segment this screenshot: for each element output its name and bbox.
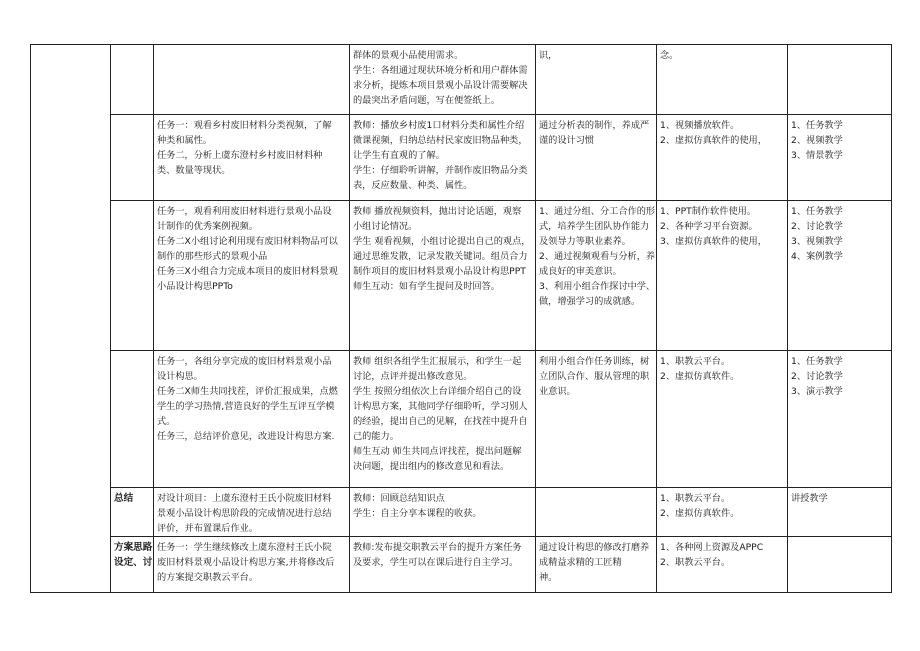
stage-cell — [111, 201, 154, 351]
cell-text-line: 1、各种网上资源及APPC — [660, 542, 764, 553]
cell-text-line: 式，培养学生团队协作能力 — [539, 221, 650, 232]
cell-text-line: 讨论，点评并提出修改意见。 — [353, 371, 473, 382]
task-cell — [154, 45, 350, 115]
cell-text-line: 设计构思。 — [157, 371, 203, 382]
cell-text-line: 学生的学习热情,营造良好的学生互评互学模 — [157, 401, 335, 412]
cell-text-line: 1、任务教学 — [791, 356, 843, 367]
stage-cell — [111, 351, 154, 488]
cell-text-line: 2、虚拟仿真软件的使用， — [660, 135, 767, 146]
cell-text-line: 的最突出矛盾问题，写在便签纸上。 — [353, 95, 500, 106]
task-cell — [154, 115, 350, 201]
cell-text-line: 3、视频教学 — [791, 236, 843, 247]
table-row — [31, 115, 892, 201]
cell-text-line: 做，增强学习的成就感。 — [539, 296, 641, 307]
resources-cell — [657, 45, 788, 115]
cell-text-line: 废旧材料景观小品设计构思方案,并将修改后 — [157, 557, 335, 568]
task-cell — [154, 201, 350, 351]
teacher-student-cell — [350, 537, 536, 593]
cell-text-line: 2、虚拟仿真软件。 — [660, 508, 740, 519]
teacher-student-cell — [350, 351, 536, 488]
cell-text-line: 任务二X小组讨论利用现有废旧材料物品可以 — [157, 236, 338, 247]
stage-label: 设定、讨 — [114, 557, 153, 568]
cell-text-line: 任务一，观看利用废旧材料进行景观小品设 — [157, 206, 332, 217]
cell-text-line: 教师 组织各组学生汇报展示，和学生一起 — [353, 356, 522, 367]
cell-text-line: 对设计项目：上虞东澄村王氏小院废旧材料 — [157, 493, 332, 504]
cell-text-line: 评价，并布置课后作业。 — [157, 523, 259, 534]
cell-text-line: 学生：各组通过现状环境分析和用户群体需 — [353, 65, 528, 76]
task-cell — [154, 488, 350, 537]
cell-text-line: 求分析，提炼本项目景观小品设计需要解决 — [353, 80, 528, 91]
design-intent-cell — [536, 201, 657, 351]
methods-cell — [788, 351, 892, 488]
stage-cell — [111, 488, 154, 537]
table-row — [31, 488, 892, 537]
cell-text-line: 成良好的审美意识。 — [539, 266, 622, 277]
blank-left-cell — [31, 45, 111, 593]
cell-text-line: 小品设计构思PPTo — [157, 281, 233, 292]
cell-text-line: 教师：回顾总结知识点 — [353, 493, 445, 504]
stage-cell — [111, 115, 154, 201]
cell-text-line: 学生：仔细聆听讲解，并制作废旧物品分类 — [353, 165, 528, 176]
stage-label: 方案思路 — [114, 542, 153, 553]
cell-text-line: 己的能力。 — [353, 431, 399, 442]
cell-text-line: 通过分析表的制作，养成严 — [539, 120, 650, 131]
resources-cell — [657, 201, 788, 351]
cell-text-line: 教师 播放视频资料，抛出讨论话题，观察 — [353, 206, 522, 217]
methods-cell — [788, 201, 892, 351]
cell-text-line: 类、数量等现状。 — [157, 165, 231, 176]
cell-text-line: 3、利用小组合作探讨中学、 — [539, 281, 656, 292]
cell-text-line: 微课视频，归纳总结村民家废旧物品种类， — [353, 135, 528, 146]
cell-text-line: 神。 — [539, 572, 558, 583]
cell-text-line: 制作项目的废旧材料景观小品设计构思PPT — [353, 266, 526, 277]
cell-text-line: 计制作的优秀案例视频。 — [157, 221, 259, 232]
cell-text-line: 学生 按照分组依次上台详细介绍自己的设 — [353, 386, 522, 397]
cell-text-line: 1、任务教学 — [791, 206, 843, 217]
cell-text-line: 谨的设计习惯 — [539, 135, 595, 146]
cell-text-line: 教师:发布提交职教云平台的提升方案任务 — [353, 542, 522, 553]
cell-text-line: 让学生有直观的了解。 — [353, 150, 445, 161]
cell-text-line: 业意识。 — [539, 386, 576, 397]
cell-text-line: 识， — [539, 50, 558, 61]
cell-text-line: 3、虚拟仿真软件的使用， — [660, 236, 767, 247]
cell-text-line: 任务三，总结评价意见，改进设计构思方案. — [157, 431, 335, 442]
table-row — [31, 45, 892, 115]
cell-text-line: 决问题，提出组内的修改意见和看法。 — [353, 461, 510, 472]
cell-text-line: 1、通过分组、分工合作的形 — [539, 206, 656, 217]
cell-text-line: 任务三X小组合力完成本项目的废旧材料景观 — [157, 266, 338, 277]
cell-text-line: 学生 观看视频，小组讨论提出自己的观点， — [353, 236, 531, 247]
resources-cell — [657, 115, 788, 201]
cell-text-line: 景观小品设计构思阶段的完成情况进行总结 — [157, 508, 332, 519]
teacher-student-cell — [350, 201, 536, 351]
cell-text-line: 2、通过视频观看与分析，养 — [539, 251, 656, 262]
cell-text-line: 及领导力等职业素养。 — [539, 236, 631, 247]
cell-text-line: 式。 — [157, 416, 176, 427]
cell-text-line: 4、案例教学 — [791, 251, 843, 262]
stage-cell — [111, 45, 154, 115]
cell-text-line: 1、任务教学 — [791, 120, 843, 131]
teacher-student-cell — [350, 488, 536, 537]
cell-text-line: 种类和属性。 — [157, 135, 213, 146]
stage-cell — [111, 537, 154, 593]
cell-text-line: 2、虚拟仿真软件。 — [660, 371, 740, 382]
cell-text-line: 1、视频播放软件。 — [660, 120, 740, 131]
resources-cell — [657, 537, 788, 593]
cell-text-line: 讲授教学 — [791, 493, 828, 504]
lesson-plan-table — [30, 44, 892, 593]
table-row — [31, 201, 892, 351]
cell-text-line: 2、各种学习平台资源。 — [660, 221, 758, 232]
cell-text-line: 1、职教云平台。 — [660, 493, 731, 504]
cell-text-line: 任务二X师生共同找茬，评价汇报成果，点燃 — [157, 386, 338, 397]
task-cell — [154, 537, 350, 593]
cell-text-line: 任务一：学生继续修改上虞东澄村王氏小院 — [157, 542, 332, 553]
cell-text-line: 学生：自主分享本课程的收获。 — [353, 508, 482, 519]
methods-cell — [788, 115, 892, 201]
design-intent-cell — [536, 351, 657, 488]
cell-text-line: 2、讨论教学 — [791, 221, 843, 232]
cell-text-line: 念。 — [660, 50, 679, 61]
cell-text-line: 教师：播放乡村废1口材料分类和属性介绍 — [353, 120, 525, 131]
cell-text-line: 2、讨论教学 — [791, 371, 843, 382]
methods-cell — [788, 45, 892, 115]
cell-text-line: 任务一：观看乡村废旧材料分类视频，了解 — [157, 120, 332, 131]
resources-cell — [657, 351, 788, 488]
cell-text-line: 的方案提交职教云平台。 — [157, 572, 259, 583]
methods-cell — [788, 537, 892, 593]
cell-text-line: 计构思方案，其他同学仔细聆听，学习别人 — [353, 401, 528, 412]
cell-text-line: 1、职教云平台。 — [660, 356, 731, 367]
task-cell — [154, 351, 350, 488]
methods-cell — [788, 488, 892, 537]
teacher-student-cell — [350, 115, 536, 201]
resources-cell — [657, 488, 788, 537]
cell-text-line: 通过设计构思的修改打磨养 — [539, 542, 650, 553]
cell-text-line: 小组讨论情况。 — [353, 221, 418, 232]
design-intent-cell — [536, 537, 657, 593]
cell-text-line: 制作的那些形式的景观小品 — [157, 251, 268, 262]
cell-text-line: 通过思维发散，记录发散关键词。组员合力 — [353, 251, 528, 262]
cell-text-line: 任务一，各组分享完成的废旧材料景观小品 — [157, 356, 332, 367]
stage-label: 总结 — [114, 493, 134, 504]
teacher-student-cell — [350, 45, 536, 115]
cell-text-line: 表，反应数量、种类、属性。 — [353, 180, 473, 191]
design-intent-cell — [536, 115, 657, 201]
table-row — [31, 537, 892, 593]
design-intent-cell — [536, 45, 657, 115]
cell-text-line: 任务二，分析上虞东澄村乡村废旧材料种 — [157, 150, 323, 161]
cell-text-line: 利用小组合作任务训练，树 — [539, 356, 650, 367]
cell-text-line: 立团队合作、服从管理的职 — [539, 371, 650, 382]
cell-text-line: 2、视频教学 — [791, 135, 843, 146]
table-body — [31, 45, 892, 593]
cell-text-line: 1、PPT制作软件使用。 — [660, 206, 757, 217]
design-intent-cell — [536, 488, 657, 537]
table-row — [31, 351, 892, 488]
cell-text-line: 的经验，提出自己的见解，在找茬中提升自 — [353, 416, 528, 427]
cell-text-line: 2、职教云平台。 — [660, 557, 731, 568]
cell-text-line: 群体的景观小品使用需求。 — [353, 50, 464, 61]
cell-text-line: 师生互动 师生共同点评找茬，提出问题解 — [353, 446, 522, 457]
cell-text-line: 成精益求精的工匠精 — [539, 557, 622, 568]
cell-text-line: 师生互动：如有学生提问及时回答。 — [353, 281, 500, 292]
cell-text-line: 及要求，学生可以在课后进行自主学习。 — [353, 557, 519, 568]
cell-text-line: 3、情景教学 — [791, 150, 843, 161]
cell-text-line: 3、演示教学 — [791, 386, 843, 397]
